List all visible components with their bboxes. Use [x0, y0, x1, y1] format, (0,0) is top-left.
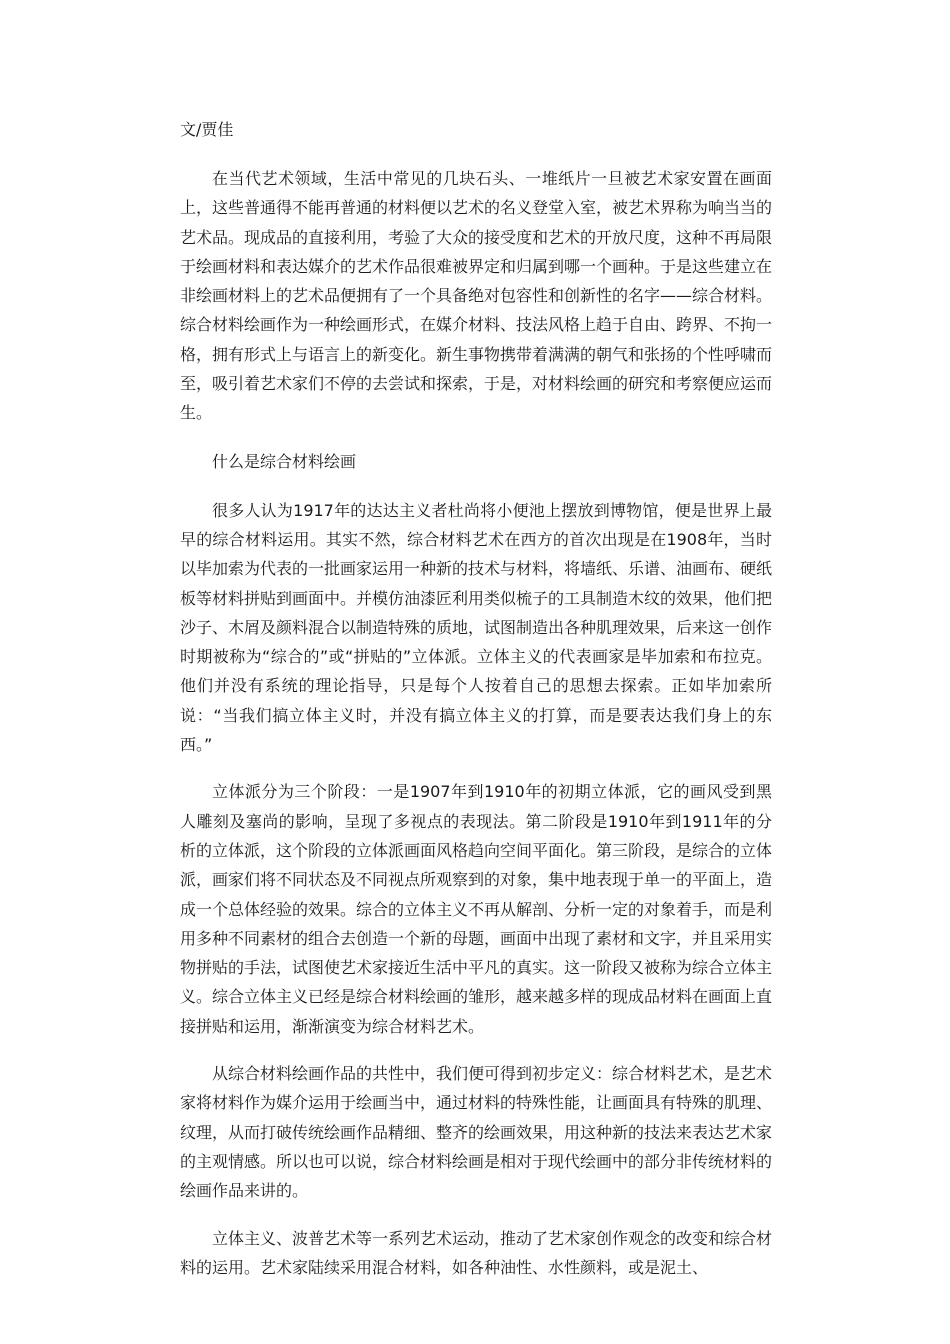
body-paragraph: 立体派分为三个阶段：一是1907年到1910年的初期立体派，它的画风受到黑人雕刻及塞尚的影响，呈现了多视点的表现法。第二阶段是1910年到1911年的分析的立体派，这个阶段的立体派画面风格趋向空间平面化。第三阶段，是综合的立体派，画家们将不同状态及不同视点所观察到的对象，集中地表现于单一的平面上，造成一个总体经验的效果。综合的立体主义不再从解剖、分析一定的对象着手，而是利用多种不同素材的组合去创造一个新的母题，画面中出现了素材和文字，并且采用实物拼贴的手法，试图使艺术家接近生活中平凡的真实。这一阶段又被称为综合立体主义。综合立体主义已经是综合材料绘画的雏形，越来越多样的现成品材料在画面上直接拼贴和运用，渐渐演变为综合材料艺术。	[180, 782, 773, 1036]
intro-paragraph: 在当代艺术领域，生活中常见的几块石头、一堆纸片一旦被艺术家安置在画面上，这些普通得不能再普通的材料便以艺术的名义登堂入室，被艺术界称为响当当的艺术品。现成品的直接利用，考验了大众的接受度和艺术的开放尺度，这种不再局限于绘画材料和表达媒介的艺术作品很难被界定和归属到哪一个画种。于是这些建立在非绘画材料上的艺术品便拥有了一个具备绝对包容性和创新性的名字——综合材料。综合材料绘画作为一种绘画形式，在媒介材料、技法风格上趋于自由、跨界、不拘一格，拥有形式上与语言上的新变化。新生事物携带着满满的朝气和张扬的个性呼啸而至，吸引着艺术家们不停的去尝试和探索，于是，对材料绘画的研究和考察便应运而生。	[180, 169, 773, 423]
body-paragraph: 立体主义、波普艺术等一系列艺术运动，推动了艺术家创作观念的改变和综合材料的运用。艺术家陆续采用混合材料，如各种油性、水性颜料，或是泥土、	[180, 1228, 773, 1277]
author-byline: 文/贾佳	[180, 120, 234, 139]
article-body	[180, 114, 772, 1300]
section-heading: 什么是综合材料绘画	[212, 451, 357, 471]
body-paragraph: 从综合材料绘画作品的共性中，我们便可得到初步定义：综合材料艺术，是艺术家将材料作为媒介运用于绘画当中，通过材料的特殊性能，让画面具有特殊的肌理、纹理，从而打破传统绘画作品精细、整齐的绘画效果，用这种新的技法来表达艺术家的主观情感。所以也可以说，综合材料绘画是相对于现代绘画中的部分非传统材料的绘画作品来讲的。	[180, 1064, 773, 1201]
body-paragraph: 很多人认为1917年的达达主义者杜尚将小便池上摆放到博物馆，便是世界上最早的综合材料运用。其实不然，综合材料艺术在西方的首次出现是在1908年，当时以毕加索为代表的一批画家运用一种新的技术与材料，将墙纸、乐谱、油画布、硬纸板等材料拼贴到画面中。并模仿油漆匠利用类似梳子的工具制造木纹的效果，他们把沙子、木屑及颜料混合以制造特殊的质地，试图制造出各种肌理效果，后来这一创作时期被称为“综合的”或“拼贴的”立体派。立体主义的代表画家是毕加索和布拉克。他们并没有系统的理论指导，只是每个人按着自己的思想去探索。正如毕加索所说：“当我们搞立体主义时，并没有搞立体主义的打算，而是要表达我们身上的东西。”	[180, 500, 773, 755]
